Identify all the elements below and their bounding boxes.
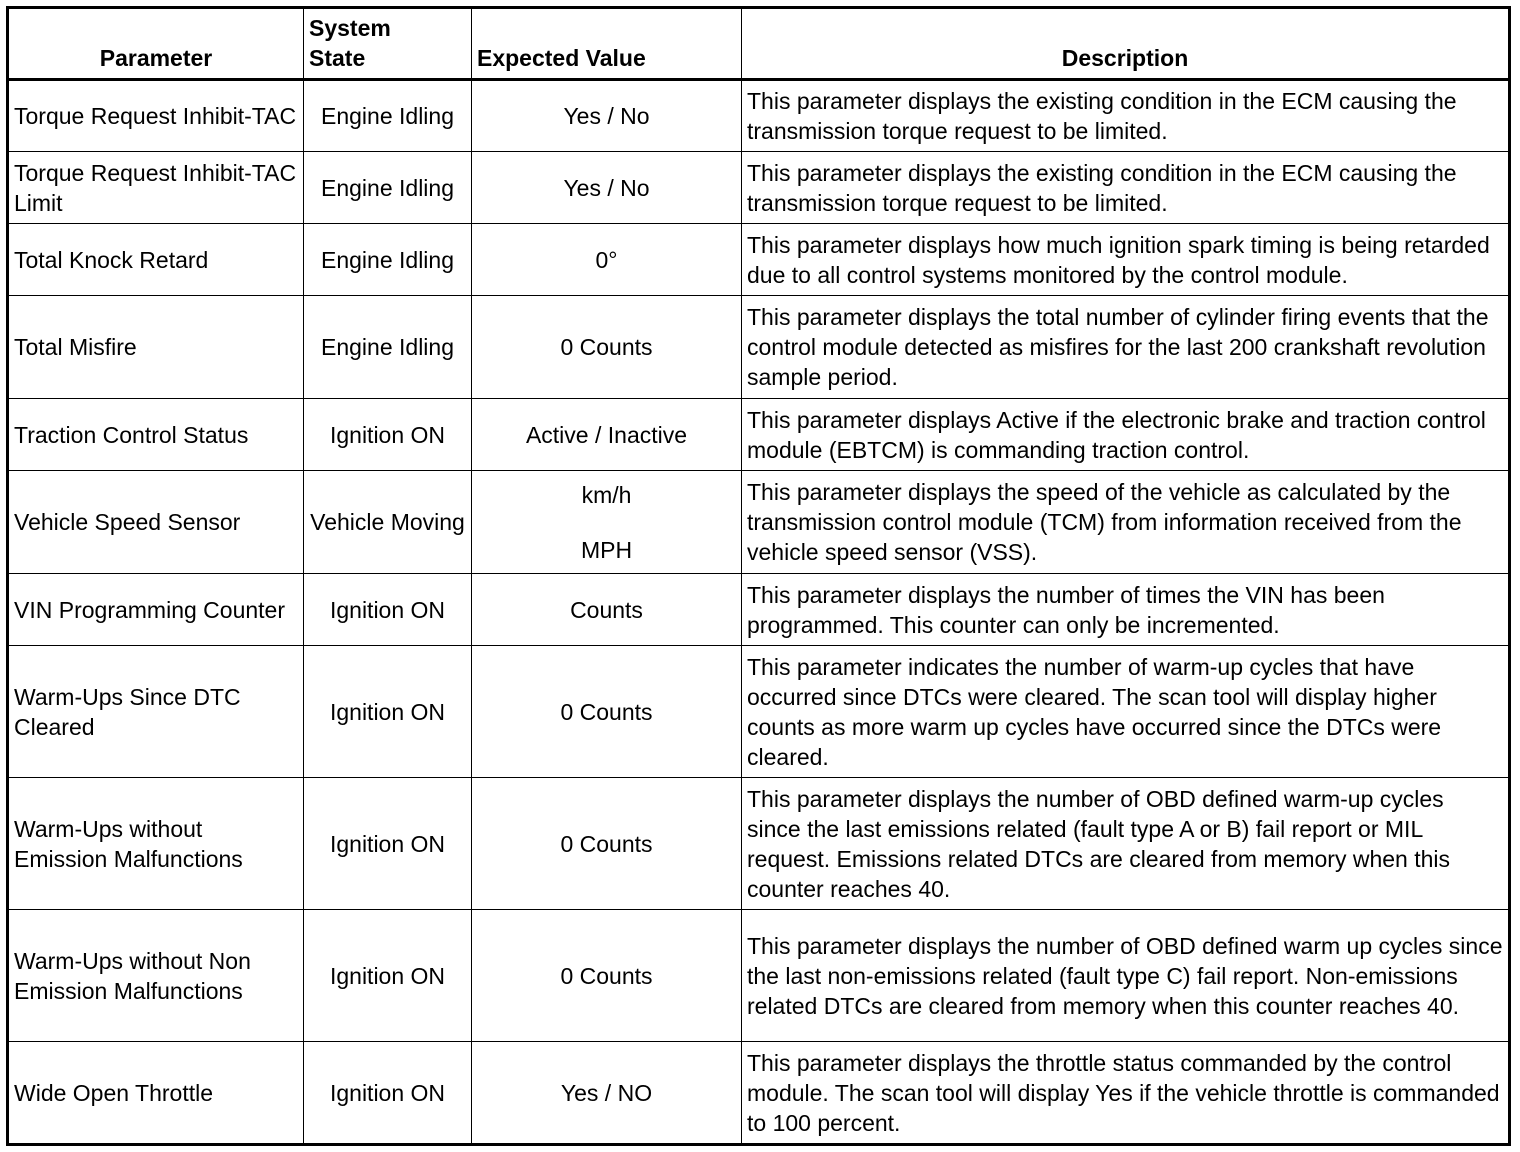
expected-value-cell (472, 471, 742, 574)
expected-value-cell: 0 Counts (472, 910, 742, 1042)
system-state-cell: Ignition ON (304, 646, 472, 778)
system-state-cell: Engine Idling (304, 152, 472, 224)
parameter-cell: Warm-Ups without Non Emission Malfunctions (8, 910, 304, 1042)
description-cell: This parameter displays the existing condition in the ECM causing the transmission torque request to be limited. (742, 80, 1510, 152)
expected-value-cell: Yes / No (472, 80, 742, 152)
table-row (8, 399, 1510, 471)
header-system-state-line1: System (309, 15, 391, 41)
table-row (8, 1042, 1510, 1145)
table-row (8, 910, 1510, 1042)
expected-value-cell: Active / Inactive (472, 399, 742, 471)
expected-value-cell: 0° (472, 224, 742, 296)
table-row (8, 296, 1510, 399)
table-row (8, 778, 1510, 910)
expected-value-cell: 0 Counts (472, 778, 742, 910)
header-system-state-line2: State (309, 45, 366, 71)
system-state-cell: Ignition ON (304, 574, 472, 646)
parameter-cell: Warm-Ups Since DTC Cleared (8, 646, 304, 778)
expected-value-cell: Counts (472, 574, 742, 646)
parameter-cell: Traction Control Status (8, 399, 304, 471)
table-row (8, 80, 1510, 152)
system-state-cell: Engine Idling (304, 296, 472, 399)
header-expected-value: Expected Value (472, 8, 742, 80)
parameter-cell: Wide Open Throttle (8, 1042, 304, 1145)
header-description: Description (742, 8, 1510, 80)
header-system-state (304, 8, 472, 80)
expected-value-cell: Yes / No (472, 152, 742, 224)
parameter-cell: Torque Request Inhibit-TAC (8, 80, 304, 152)
expected-value-cell: 0 Counts (472, 646, 742, 778)
expected-value-imperial: MPH (580, 536, 633, 563)
system-state-cell: Engine Idling (304, 224, 472, 296)
table-row (8, 224, 1510, 296)
system-state-cell: Vehicle Moving (304, 471, 472, 574)
system-state-cell: Ignition ON (304, 399, 472, 471)
description-cell: This parameter displays the speed of the vehicle as calculated by the transmission control module (TCM) from information received from the vehicle speed sensor (VSS). (742, 471, 1510, 574)
table-row (8, 152, 1510, 224)
description-cell: This parameter displays Active if the electronic brake and traction control module (EBTCM) is commanding traction control. (742, 399, 1510, 471)
description-cell: This parameter displays the number of times the VIN has been programmed. This counter can only be incremented. (742, 574, 1510, 646)
system-state-cell: Ignition ON (304, 910, 472, 1042)
description-cell: This parameter displays the total number of cylinder firing events that the control module detected as misfires for the last 200 crankshaft revolution sample period. (742, 296, 1510, 399)
parameter-cell: Vehicle Speed Sensor (8, 471, 304, 574)
table-row (8, 471, 1510, 574)
parameter-cell: Warm-Ups without Emission Malfunctions (8, 778, 304, 910)
table-row (8, 574, 1510, 646)
expected-value-metric: km/h (581, 481, 632, 508)
description-cell: This parameter displays the throttle status commanded by the control module. The scan tool will display Yes if the vehicle throttle is commanded to 100 percent. (742, 1042, 1510, 1145)
description-cell: This parameter indicates the number of warm-up cycles that have occurred since DTCs were cleared. The scan tool will display higher counts as more warm up cycles have occurred since the DTCs were cleared. (742, 646, 1510, 778)
expected-value-cell: Yes / NO (472, 1042, 742, 1145)
table-row (8, 646, 1510, 778)
parameter-table (6, 6, 1511, 1146)
description-cell: This parameter displays how much ignition spark timing is being retarded due to all control systems monitored by the control module. (742, 224, 1510, 296)
parameter-cell: Total Misfire (8, 296, 304, 399)
description-cell: This parameter displays the number of OBD defined warm-up cycles since the last emissions related (fault type A or B) fail report or MIL request. Emissions related DTCs are cleared from memory when this counter reaches 40. (742, 778, 1510, 910)
header-row (8, 8, 1510, 80)
parameter-cell: Torque Request Inhibit-TAC Limit (8, 152, 304, 224)
expected-value-cell: 0 Counts (472, 296, 742, 399)
system-state-cell: Engine Idling (304, 80, 472, 152)
header-parameter: Parameter (8, 8, 304, 80)
parameter-cell: Total Knock Retard (8, 224, 304, 296)
system-state-cell: Ignition ON (304, 778, 472, 910)
parameter-cell: VIN Programming Counter (8, 574, 304, 646)
description-cell: This parameter displays the number of OBD defined warm up cycles since the last non-emissions related (fault type C) fail report. Non-emissions related DTCs are cleared from memory when this counter reaches 40. (742, 910, 1510, 1042)
description-cell: This parameter displays the existing condition in the ECM causing the transmission torque request to be limited. (742, 152, 1510, 224)
system-state-cell: Ignition ON (304, 1042, 472, 1145)
